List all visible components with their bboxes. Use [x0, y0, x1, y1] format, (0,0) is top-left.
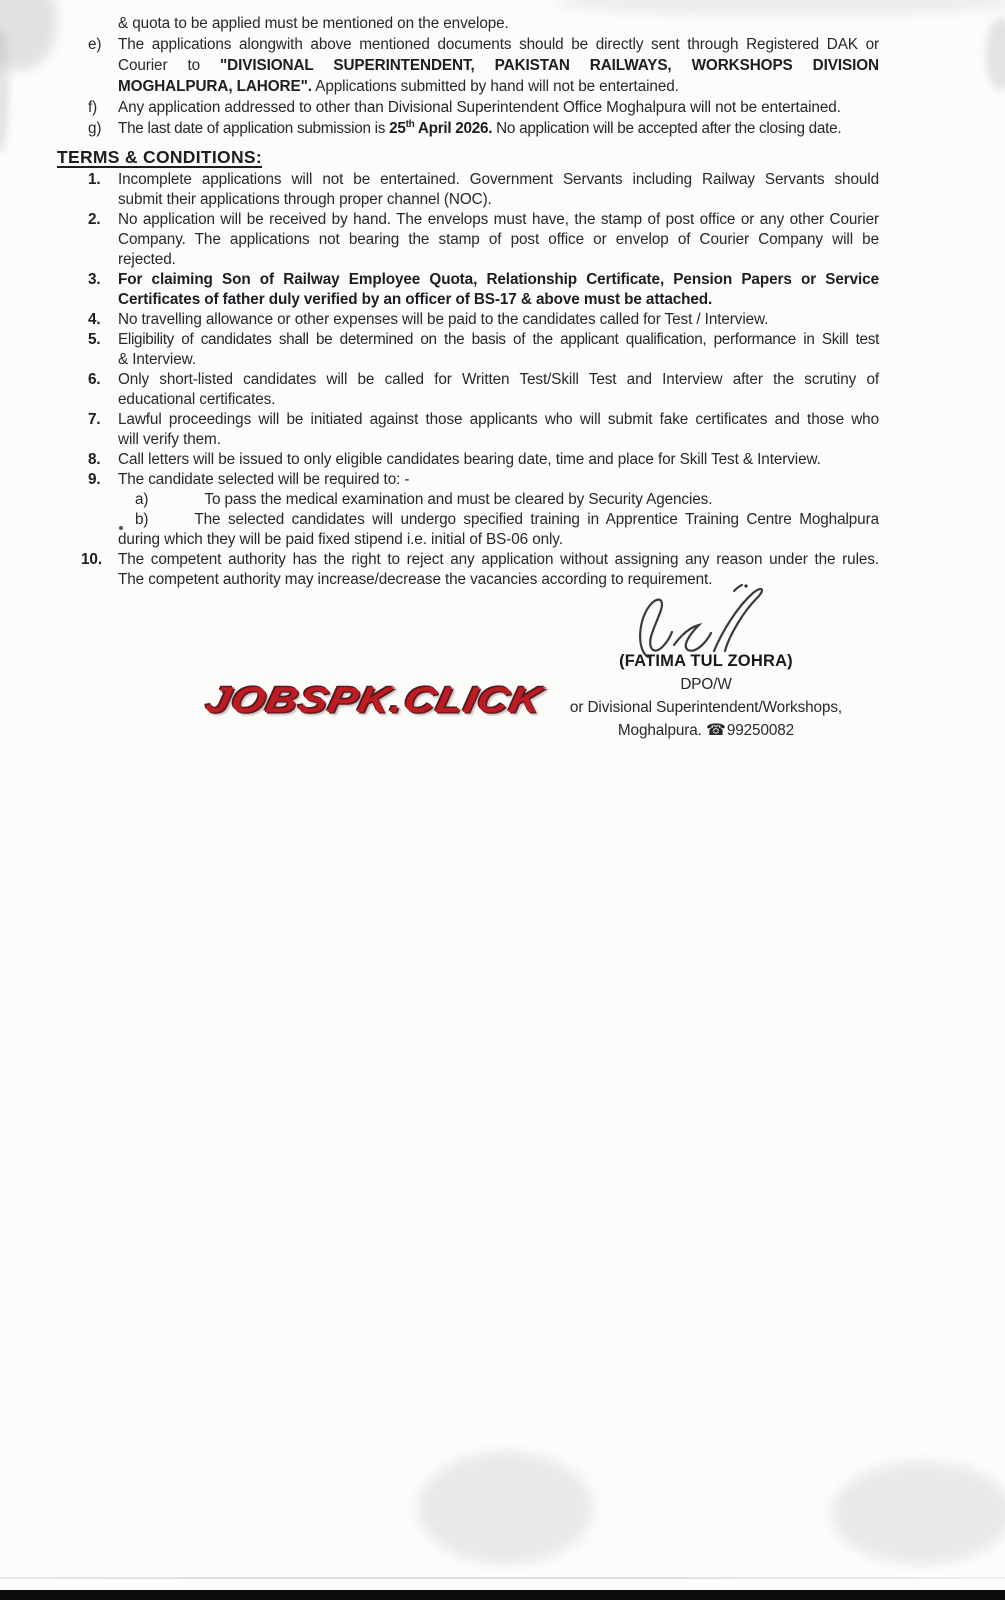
term-text-line: No application will be received by hand. The envelops must have, the stamp of post office or any other Courier: [118, 211, 879, 228]
list-item-text-line: The applications alongwith above mentioned documents should be directly sent through Registered DAK or: [118, 36, 879, 53]
signatory-authority-line: or Divisional Superintendent/Workshops,: [569, 699, 843, 716]
text-run: No application will be accepted after the closing date.: [492, 120, 842, 137]
text-run-bold: 25: [389, 120, 406, 137]
term-text-line: The competent authority may increase/decrease the vacancies according to requirement.: [118, 571, 713, 588]
term-item-8: [57, 450, 879, 470]
text-run: Applications submitted by hand will not be entertained.: [311, 78, 679, 95]
subitem-label: b): [135, 511, 149, 528]
term-number: 5.: [88, 331, 101, 348]
signature-dot: [744, 584, 747, 587]
term-number: 2.: [88, 211, 101, 228]
phone-number: 99250082: [726, 722, 795, 739]
term-text-line: submit their applications through proper channel (NOC).: [118, 191, 492, 208]
ordinal-suffix: th: [405, 118, 415, 130]
term-text-line: The competent authority has the right to reject any application without assigning any reason under the rules.: [118, 551, 879, 568]
term-number: 4.: [88, 311, 101, 328]
list-item-e: [57, 34, 879, 97]
term-item-5: [57, 330, 879, 370]
jobspk-watermark: JOBSPK.CLICK: [202, 679, 547, 720]
list-item-text: Any application addressed to other than Divisional Superintendent Office Moghalpura will not be entertained.: [118, 99, 841, 116]
term-number: 1.: [88, 171, 101, 188]
text-run: The last date of application submission is: [118, 120, 390, 137]
term-subitem-a: [118, 490, 879, 510]
list-item-text-line: [118, 76, 879, 97]
phone-icon: ☎: [705, 722, 726, 739]
scanner-edge-bar: [0, 1590, 1005, 1600]
term-item-4: [57, 310, 879, 330]
term-item-6: [57, 370, 879, 410]
term-number: 10.: [81, 551, 102, 568]
term-text-line: Call letters will be issued to only eligible candidates bearing date, time and place for Skill Test & Interview.: [118, 451, 821, 468]
term-number: 8.: [88, 451, 101, 468]
terms-and-conditions-list: [57, 170, 879, 590]
term-item-1: [57, 170, 879, 210]
term-subitem-b-line1: [118, 510, 879, 530]
term-text-line: & Interview.: [118, 351, 196, 368]
application-instructions-list: [57, 13, 879, 139]
subitem-text: To pass the medical examination and must be cleared by Security Agencies.: [204, 491, 713, 508]
term-number: 7.: [88, 411, 101, 428]
list-item-f: [57, 97, 879, 118]
text-run: Courier to: [118, 57, 220, 74]
list-item-continuation: [57, 13, 879, 34]
term-text-line: Eligibility of candidates shall be determined on the basis of the applicant qualification, performance in Skill test: [118, 331, 879, 348]
scan-smudge-right-edge: [986, 18, 1005, 90]
signatory-designation: DPO/W: [680, 676, 732, 693]
term-item-9: [57, 470, 879, 550]
text-run-bold: MOGHALPURA, LAHORE".: [118, 78, 312, 95]
list-item-label: e): [88, 36, 102, 53]
text-run-bold: "DIVISIONAL SUPERINTENDENT, PAKISTAN RAILWAYS, WORKSHOPS DIVISION: [219, 57, 879, 74]
term-text-line: will verify them.: [118, 431, 221, 448]
location-text: Moghalpura.: [617, 722, 706, 739]
handwritten-signature: [618, 583, 778, 665]
term-number: 6.: [88, 371, 101, 388]
list-item-label: f): [88, 99, 98, 116]
term-text-line: Only short-listed candidates will be called for Written Test/Skill Test and Interview after the scrutiny of: [118, 371, 879, 388]
scan-smudge-top-left: [0, 0, 57, 70]
scan-dot-artifact: [119, 526, 123, 530]
list-item-label: g): [88, 120, 102, 137]
subitem-label: a): [135, 491, 149, 508]
term-text-line: Lawful proceedings will be initiated against those applicants who will submit fake certificates and those who: [118, 411, 879, 428]
term-text-line: The candidate selected will be required to: -: [118, 471, 410, 488]
term-text-line: For claiming Son of Railway Employee Quota, Relationship Certificate, Pension Papers or Service: [118, 271, 879, 288]
term-text-line: Certificates of father duly verified by an officer of BS-17 & above must be attached.: [118, 291, 713, 308]
scan-smudge-bottom-center: [418, 1452, 593, 1564]
term-text-line: Company. The applications not bearing the stamp of post office or envelop of Courier Company will be: [118, 231, 879, 248]
list-item-text-line: [118, 55, 879, 76]
list-item-text: & quota to be applied must be mentioned on the envelope.: [118, 15, 509, 32]
term-text-line: Incomplete applications will not be entertained. Government Servants including Railway Servants should: [118, 171, 879, 188]
term-text-line: educational certificates.: [118, 391, 276, 408]
subitem-text: The selected candidates will undergo specified training in Apprentice Training Centre Moghalpura: [194, 511, 879, 528]
scan-hairline-artifact: [0, 1577, 1005, 1579]
term-subitem-b-line2: during which they will be paid fixed stipend i.e. initial of BS-06 only.: [118, 531, 563, 548]
term-text-line: No travelling allowance or other expenses will be paid to the candidates called for Test / Interview.: [118, 311, 769, 328]
scan-smudge-top-edge: [555, 0, 1005, 14]
term-item-2: [57, 210, 879, 270]
signatory-contact-line: [552, 719, 860, 742]
list-item-g: [57, 118, 879, 139]
term-number: 9.: [88, 471, 101, 488]
scan-smudge-bottom-right: [832, 1462, 1005, 1564]
term-item-7: [57, 410, 879, 450]
term-number: 3.: [88, 271, 101, 288]
signatory-name: (FATIMA TUL ZOHRA): [619, 652, 793, 670]
deadline-date: [389, 120, 492, 137]
term-text-line: rejected.: [118, 251, 176, 268]
terms-and-conditions-heading: TERMS & CONDITIONS:: [57, 147, 263, 167]
list-item-text: [118, 118, 879, 139]
text-run-bold: April 2026.: [414, 120, 493, 137]
term-item-3: [57, 270, 879, 310]
